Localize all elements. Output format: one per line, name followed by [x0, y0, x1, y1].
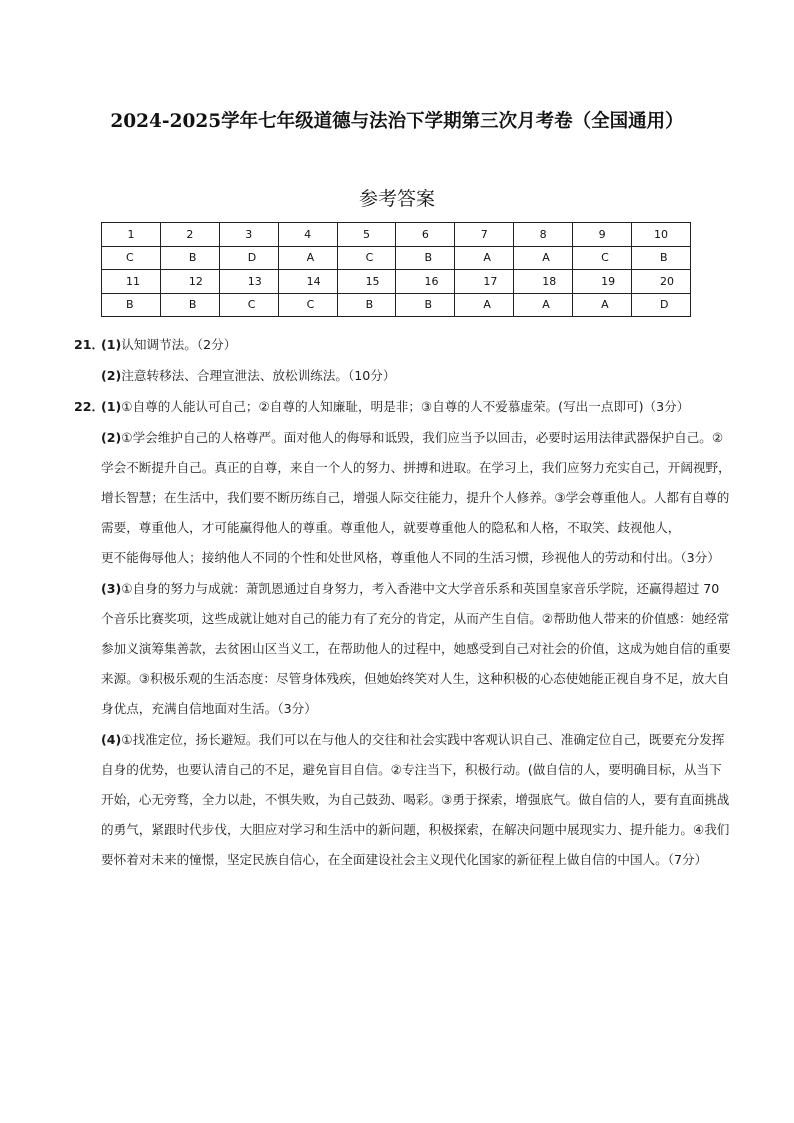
answer-table-cell: C [102, 246, 161, 270]
answer-text: 注意转移法、合理宣泄法、放松训练法。（10分） [121, 368, 396, 383]
answer-table-cell: 16 [396, 270, 455, 294]
answer-table-cell: 10 [632, 223, 691, 247]
answer-table [101, 222, 691, 317]
answer-table-cell: B [632, 246, 691, 270]
answer-table-cell: 13 [219, 270, 278, 294]
answer-table-cell: 12 [160, 270, 219, 294]
answer-text: 认知调节法。（2分） [121, 337, 237, 352]
question-number: 22． [74, 399, 105, 414]
answer-table-cell: D [632, 293, 691, 317]
answer-table-cell: 1 [102, 223, 161, 247]
answer-text: ①自尊的人能认可自己；②自尊的人知廉耻，明是非；③自尊的人不爱慕虚荣。(写出一点即可)（3分） [121, 399, 690, 414]
page-title: 2024-2025学年七年级道德与法治下学期第三次月考卷（全国通用） [110, 111, 684, 132]
answer-table-cell: C [337, 246, 396, 270]
answer-table-row [102, 270, 691, 294]
answer-table-cell: B [160, 246, 219, 270]
answer-table-cell: 14 [278, 270, 337, 294]
answer-text: ①学会维护自己的人格尊严。面对他人的侮辱和诋毁，我们应当予以回击，必要时运用法律武器保护自己。②学会不断提升自己。真正的自尊，来自一个人的努力、拼搏和进取。在学习上，我们应努力充实自己，开阔视野，增长智慧；在生活中，我们要不断历练自己，增强人际交往能力，提升个人修养。③学会尊重他人。人都有自尊的需要，尊重他人，才可能赢得他人的尊重。尊重他人，就要尊重他人的隐私和人格，不取笑、歧视他人， 更不能侮辱他人；接纳他人不同的个性和处世风格，尊重他人不同的生活习惯，珍视他人的劳动和付出。（3分） [101, 430, 731, 565]
answer-table-row [102, 246, 691, 270]
answer-item [101, 392, 734, 422]
answer-table-cell: B [396, 293, 455, 317]
answer-table-cell: 3 [219, 223, 278, 247]
sub-question-marker: (2) [101, 430, 122, 445]
answer-text: ①找准定位，扬长避短。我们可以在与他人的交往和社会实践中客观认识自己、准确定位自己，既要充分发挥自身的优势，也要认清自己的不足，避免盲目自信。②专注当下，积极行动。(做自信的人，要明确目标，从当下开始，心无旁骛，全力以赴，不惧失败，为自己鼓劲、喝彩。③勇于探索，增强底气。做自信的人，要有直面挑战的勇气，紧跟时代步伐，大胆应对学习和生活中的新问题，积极探索，在解决问题中展现实力、提升能力。④我们要怀着对未来的憧憬，坚定民族自信心，在全面建设社会主义现代化国家的新征程上做自信的中国人。（7分） [101, 732, 730, 867]
answer-table-cell: C [278, 293, 337, 317]
answer-table-cell: 4 [278, 223, 337, 247]
answer-table-row [102, 223, 691, 247]
answer-table-cell: 15 [337, 270, 396, 294]
answer-table-cell: B [102, 293, 161, 317]
sub-question-marker: (1) [101, 337, 122, 352]
sub-question-marker: (4) [101, 732, 122, 747]
question-number: 21． [74, 337, 105, 352]
answer-table-row [102, 293, 691, 317]
answer-table-cell: 8 [514, 223, 573, 247]
answer-table-cell: A [455, 293, 514, 317]
answer-table-cell: A [455, 246, 514, 270]
answer-table-cell: 6 [396, 223, 455, 247]
answers-body [74, 330, 734, 876]
answer-table-cell: 5 [337, 223, 396, 247]
question-block [74, 392, 734, 875]
answer-item [101, 423, 734, 573]
answer-table-cell: B [160, 293, 219, 317]
answer-table-cell: C [219, 293, 278, 317]
answer-table-cell: A [514, 246, 573, 270]
page-subtitle: 参考答案 [358, 188, 435, 210]
answer-item [101, 574, 734, 724]
answer-text: ①自身的努力与成就：萧凯恩通过自身努力，考入香港中文大学音乐系和英国皇家音乐学院，还赢得超过 70 个音乐比赛奖项，这些成就让她对自己的能力有了充分的肯定，从而产生自信。②帮助他人带来的价值感：她经常参加义演筹集善款，去贫困山区当义工，在帮助他人的过程中，她感受到自己对社会的价值，这成为她自信的重要来源。③积极乐观的生活态度：尽管身体残疾，但她始终笑对人生，这种积极的心态使她能正视自身不足，放大自身优点，充满自信地面对生活。（3分） [101, 581, 731, 716]
answer-table-cell: 7 [455, 223, 514, 247]
answer-table-cell: 11 [102, 270, 161, 294]
answer-table-cell: 2 [160, 223, 219, 247]
answer-item [101, 361, 734, 391]
answer-table-cell: A [278, 246, 337, 270]
sub-question-marker: (2) [101, 368, 122, 383]
sub-question-marker: (1) [101, 399, 122, 414]
answer-item [101, 725, 734, 875]
answer-table-cell: 9 [573, 223, 632, 247]
answer-item [101, 330, 734, 360]
answer-table-cell: 18 [514, 270, 573, 294]
answer-table-cell: B [396, 246, 455, 270]
answer-table-cell: B [337, 293, 396, 317]
answer-table-cell: 19 [573, 270, 632, 294]
answer-table-cell: D [219, 246, 278, 270]
answer-table-cell: A [514, 293, 573, 317]
answer-table-cell: 20 [632, 270, 691, 294]
answer-table-cell: C [573, 246, 632, 270]
answer-table-cell: A [573, 293, 632, 317]
question-block [74, 330, 734, 391]
sub-question-marker: (3) [101, 581, 122, 596]
answer-table-cell: 17 [455, 270, 514, 294]
